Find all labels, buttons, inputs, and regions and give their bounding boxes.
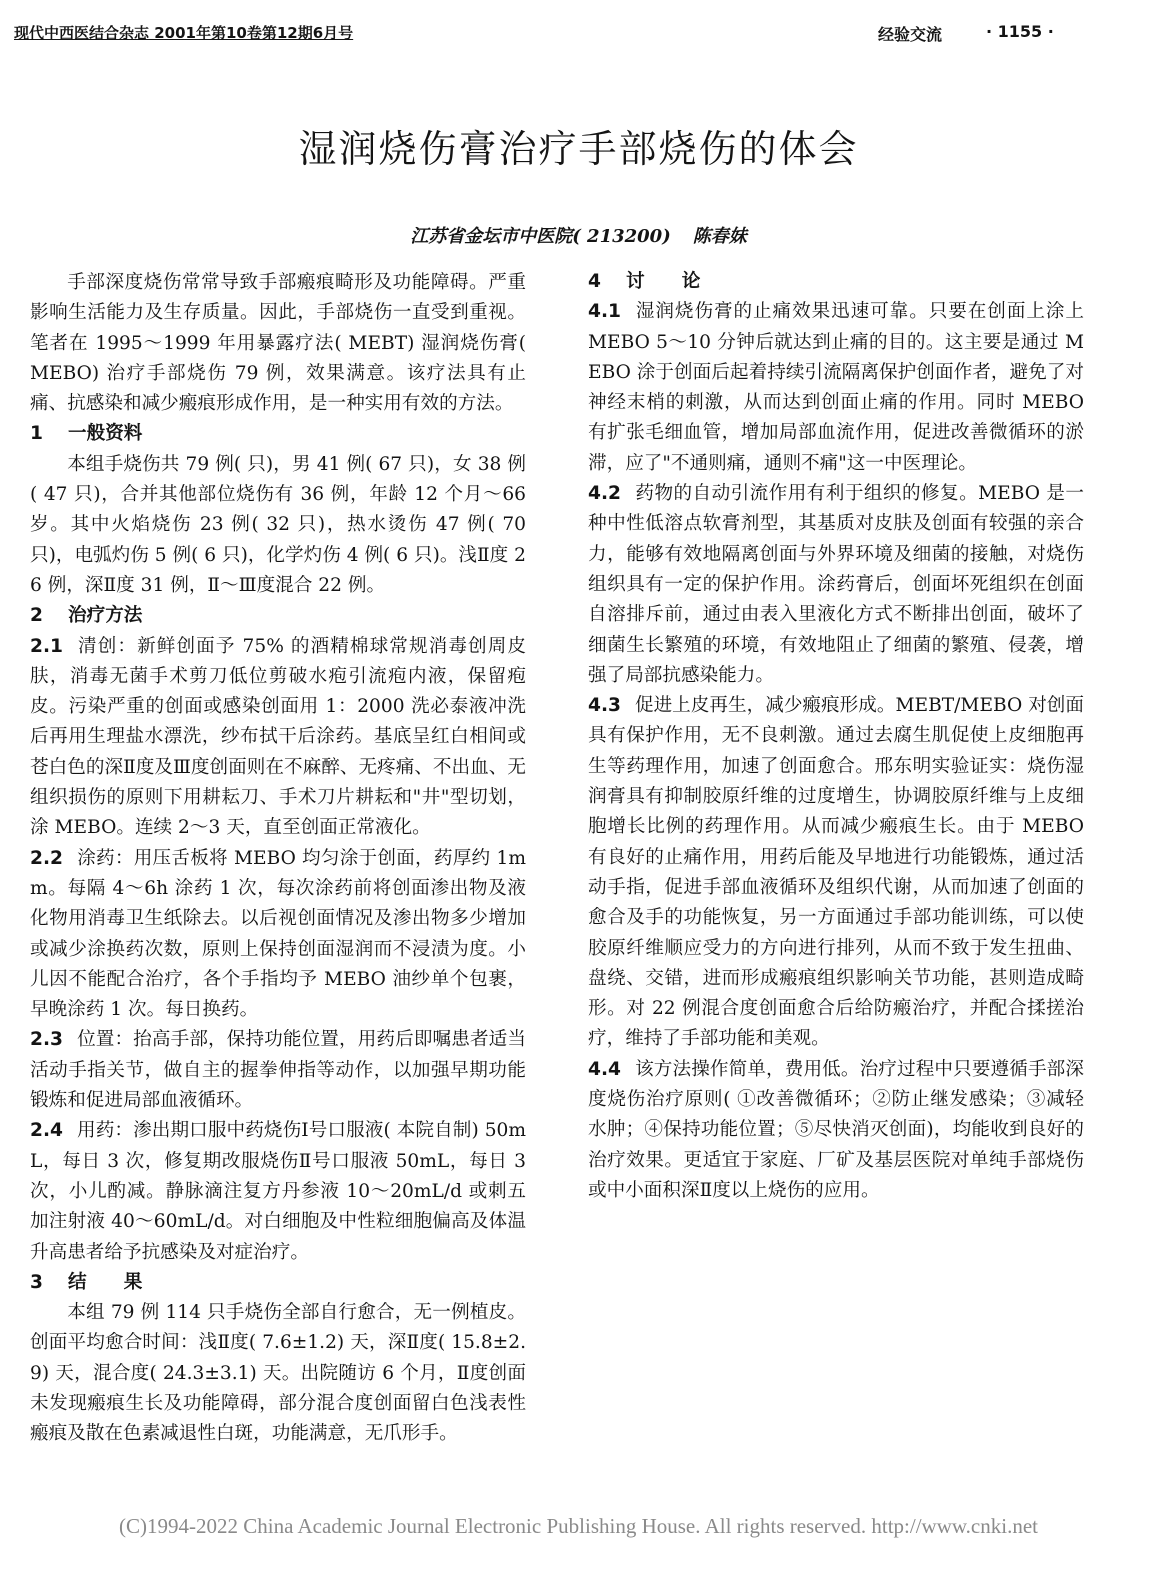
subsection-number: 4.4 (588, 1058, 621, 1080)
section-title: 治疗方法 (68, 605, 143, 627)
subsection-4-4 (588, 1055, 1084, 1206)
section-title: 结 果 (68, 1271, 143, 1293)
subsection-text: 该方法操作简单，费用低。治疗过程中只要遵循手部深度烧伤治疗原则( ①改善微循环；②防止继发感染；③减轻水肿；④保持功能位置；⑤尽快消灭创面)，均能收到良好的治疗效果。更适宜于家庭、厂矿及基层医院对单纯手部烧伤或中小面积深Ⅱ度以上烧伤的应用。 (588, 1058, 1084, 1201)
section-number: 2 (30, 605, 43, 627)
subsection-text: 药物的自动引流作用有利于组织的修复。MEBO 是一种中性低溶点软膏剂型，其基质对皮肤及创面有较强的亲合力，能够有效地隔离创面与外界环境及细菌的接触，对烧伤组织具有一定的保护作用。涂药膏后，创面坏死组织在创面自溶排斥前，通过由表入里液化方式不断排出创面，破坏了细菌生长繁殖的环境，有效地阻止了细菌的繁殖、侵袭，增强了局部抗感染能力。 (588, 483, 1084, 686)
journal-name: 现代中西医结合杂志 2001年第10卷第12期6月号 (14, 24, 354, 42)
section-3-paragraph: 本组 79 例 114 只手烧伤全部自行愈合，无一例植皮。创面平均愈合时间：浅Ⅱ度( 7.6±1.2) 天，深Ⅱ度( 15.8±2.9) 天，混合度( 24.3±3.1) 天。出院随访 6 个月，Ⅱ度创面未发现瘢痕生长及功能障碍，部分混合度创面留白色浅表性瘢痕及散在色素减退性白斑，功能满意，无爪形手。 (30, 1302, 526, 1445)
section-heading-4 (588, 267, 1084, 297)
subsection-text: 位置：抬高手部，保持功能位置，用药后即嘱患者适当活动手指关节，做自主的握拳伸指等动作，以加强早期功能锻炼和促进局部血液循环。 (30, 1029, 526, 1112)
subsection-number: 2.1 (30, 635, 63, 657)
subsection-text: 用药：渗出期口服中药烧伤Ⅰ号口服液( 本院自制) 50mL，每日 3 次，修复期改服烧伤Ⅱ号口服液 50mL，每日 3 次，小儿酌减。静脉滴注复方丹参液 10～20mL/d 或刺五加注射液 40～60mL/d。对白细胞及中性粒细胞偏高及体温升高患者给予抗感染及对症治疗。 (30, 1120, 526, 1263)
subsection-2-4 (30, 1116, 526, 1267)
section-number: 1 (30, 423, 43, 445)
section-number: 4 (588, 271, 601, 292)
section-heading-2 (30, 601, 526, 631)
section-heading-3 (30, 1268, 526, 1298)
section-number: 3 (30, 1271, 43, 1293)
section-1-paragraph: 本组手烧伤共 79 例( 只)，男 41 例( 67 只)，女 38 例( 47 只)，合并其他部位烧伤有 36 例，年龄 12 个月～66 岁。其中火焰烧伤 23 例( 32 只)，热水烫伤 47 例( 70 只)，电弧灼伤 5 例( 6 只)，化学灼伤 4 例( 6 只)。浅Ⅱ度 26 例，深Ⅱ度 31 例，Ⅱ～Ⅲ度混合 22 例。 (30, 453, 526, 596)
subsection-2-3 (30, 1025, 526, 1116)
subsection-number: 4.2 (588, 483, 621, 505)
subsection-number: 2.3 (30, 1029, 63, 1051)
section-title: 讨 论 (626, 271, 701, 292)
subsection-2-1 (30, 632, 526, 844)
running-head (0, 20, 1157, 48)
subsection-number: 2.2 (30, 847, 63, 869)
subsection-number: 4.3 (588, 695, 621, 717)
right-column (588, 267, 1084, 1206)
subsection-text: 促进上皮再生，减少瘢痕形成。MEBT/MEBO 对创面具有保护作用，无不良刺激。通过去腐生肌促使上皮细胞再生等药理作用，加速了创面愈合。邢东明实验证实：烧伤湿润膏具有抑制胶原纤维的过度增生，协调胶原纤维与上皮细胞增长比例的药理作用。从而减少瘢痕生长。由于 MEBO 有良好的止痛作用，用药后能及早地进行功能锻炼，通过活动手指，促进手部血液循环及组织代谢，从而加速了创面的愈合及手的功能恢复，另一方面通过手部功能训练，可以使胶原纤维顺应受力的方向进行排列，从而不致于发生扭曲、盘绕、交错，进而形成瘢痕组织影响关节功能，甚则造成畸形。对 22 例混合度创面愈合后给防瘢治疗，并配合揉搓治疗，维持了手部功能和美观。 (588, 695, 1084, 1050)
left-column (30, 268, 526, 1450)
subsection-4-1 (588, 297, 1084, 479)
subsection-number: 4.1 (588, 301, 621, 323)
byline (0, 222, 1157, 248)
section-title: 一般资料 (68, 423, 143, 445)
subsection-text: 涂药：用压舌板将 MEBO 均匀涂于创面，药厚约 1mm。每隔 4～6h 涂药 1 次，每次涂药前将创面渗出物及液化物用消毒卫生纸除去。以后视创面情况及渗出物多少增加或减少涂换药次数，原则上保持创面湿润而不浸渍为度。小儿因不能配合治疗，各个手指均予 MEBO 油纱单个包裹，早晚涂药 1 次。每日换药。 (30, 847, 526, 1021)
copyright-notice: (C)1994-2022 China Academic Journal Electronic Publishing House. All rights reserved. http://www.cnki.net (119, 1514, 1038, 1538)
affiliation: 江苏省金坛市中医院( 213200) (410, 226, 671, 247)
section-heading-1 (30, 419, 526, 449)
intro-paragraph: 手部深度烧伤常常导致手部瘢痕畸形及功能障碍。严重影响生活能力及生存质量。因此，手部烧伤一直受到重视。笔者在 1995～1999 年用暴露疗法( MEBT) 湿润烧伤膏( MEBO) 治疗手部烧伤 79 例，效果满意。该疗法具有止痛、抗感染和减少瘢痕形成作用，是一种实用有效的方法。 (30, 272, 526, 415)
subsection-4-2 (588, 479, 1084, 691)
subsection-2-2 (30, 844, 526, 1026)
section-name: 经验交流 (878, 25, 943, 44)
subsection-text: 湿润烧伤膏的止痛效果迅速可靠。只要在创面上涂上 MEBO 5～10 分钟后就达到止痛的目的。这主要是通过 MEBO 涂于创面后起着持续引流隔离保护创面作者，避免了对神经末梢的刺激，从而达到创面止痛的作用。同时 MEBO 有扩张毛细血管，增加局部血流作用，促进改善微循环的淤滞，应了"不通则痛，通则不痛"这一中医理论。 (588, 301, 1084, 474)
subsection-4-3 (588, 691, 1084, 1055)
page-number: · 1155 · (986, 22, 1054, 41)
article-title: 湿润烧伤膏治疗手部烧伤的体会 (298, 127, 859, 171)
author: 陈春妹 (692, 226, 747, 247)
subsection-number: 2.4 (30, 1120, 63, 1142)
subsection-text: 清创：新鲜创面予 75% 的酒精棉球常规消毒创周皮肤，消毒无菌手术剪刀低位剪破水疱引流疱内液，保留疱皮。污染严重的创面或感染创面用 1：2000 洗必泰液冲洗后再用生理盐水漂洗，纱布拭干后涂药。基底呈红白相间或苍白色的深Ⅱ度及Ⅲ度创面则在不麻醉、无疼痛、不出血、无组织损伤的原则下用耕耘刀、手术刀片耕耘和"井"型切划，涂 MEBO。连续 2～3 天，直至创面正常液化。 (30, 635, 526, 839)
